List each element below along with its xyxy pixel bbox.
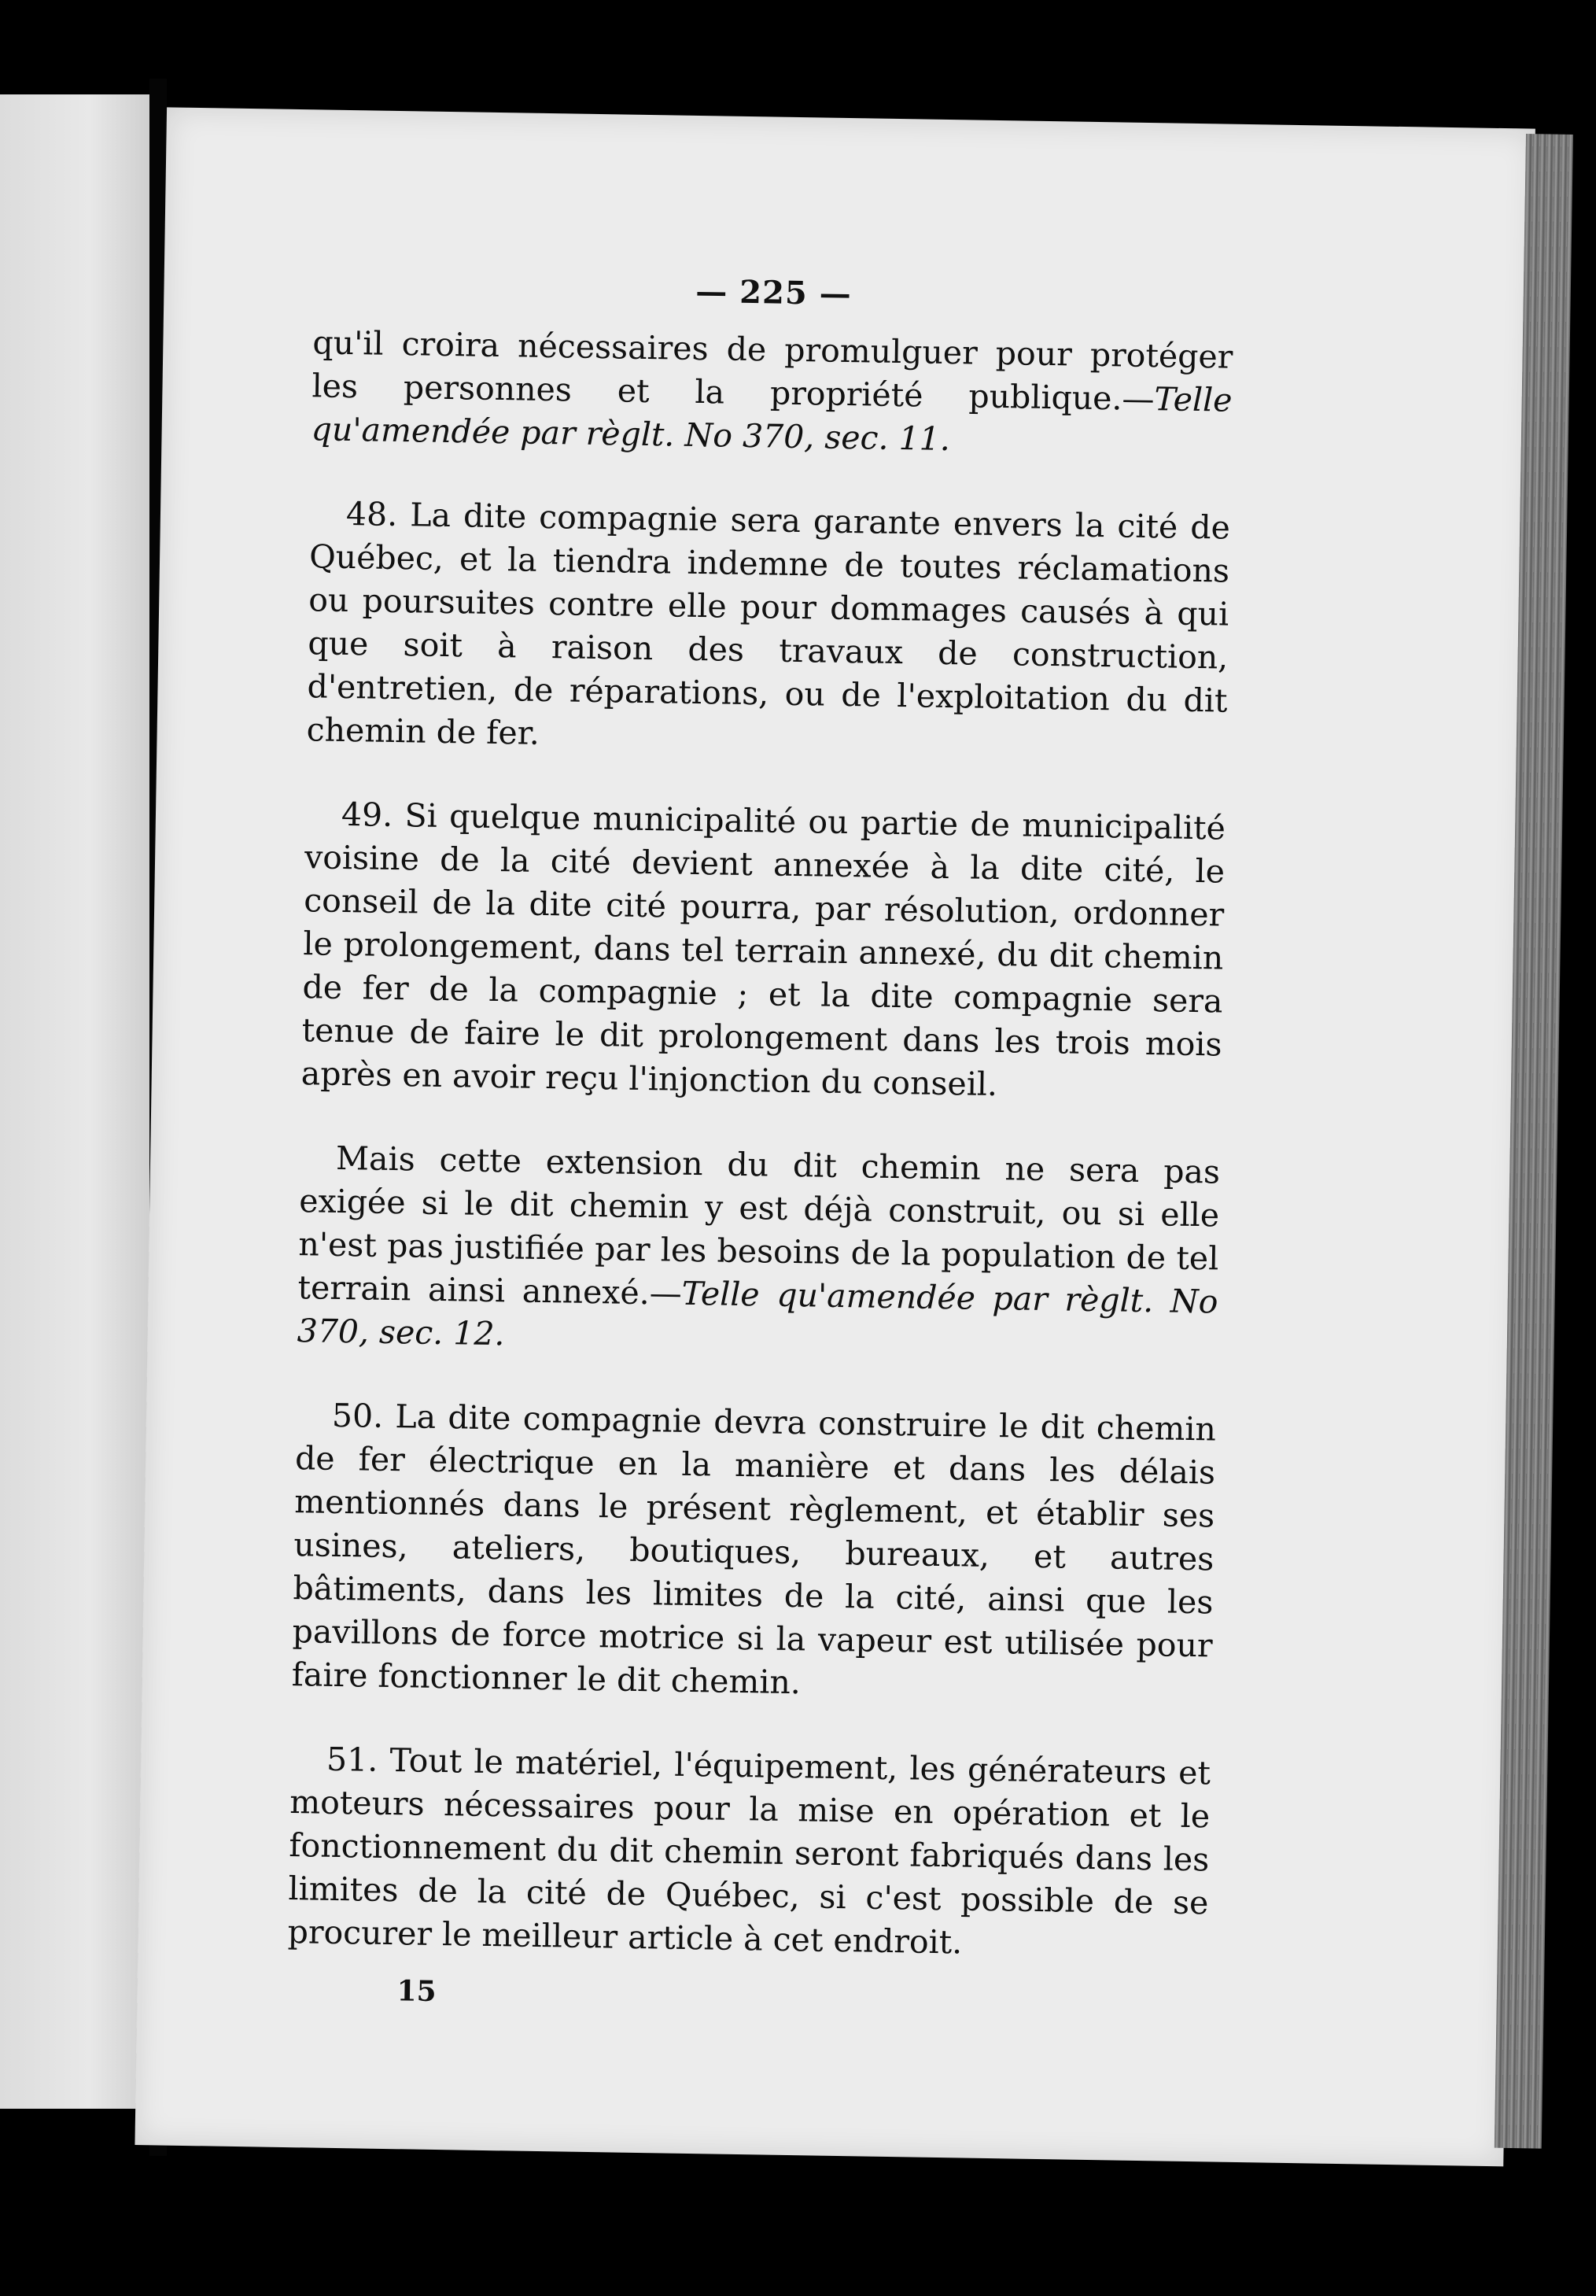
- paragraph-text: 49. Si quelque municipalité ou partie de municipalité voisine de la cité devient annexée à la dite cité, le conseil de la dite cité pourra, par résolution, ordonner le prolongement, dans tel terrain annexé, du dit chemin de fer de la compagnie ; et la dite compagnie sera tenue de faire le dit prolongement dans les trois mois après en avoir reçu l'injonction du conseil.: [300, 795, 1226, 1104]
- paragraph-text: qu'il croira nécessaires de promulguer pour protéger les personnes et la propriété publique.—: [311, 323, 1233, 419]
- paragraph-text: 50. La dite compagnie devra construire le dit chemin de fer électrique en la manière et dans les délais mentionnés dans le présent règlement, et établir ses usines, ateliers, boutiques, bureaux, et autres bâtiments, dans les limites de la cité, ainsi que les pavillons de force motrice si la vapeur est utilisée pour faire fonctionner le dit chemin.: [291, 1396, 1217, 1702]
- page-content: [286, 267, 1234, 2020]
- page-number: — 225 —: [695, 272, 853, 313]
- printer-signature-mark: 15: [396, 1974, 437, 2009]
- paragraph-section-49-continued: [297, 1136, 1220, 1367]
- amendment-note: Telle qu'amendée par règlt. No 370, sec. 11.: [311, 380, 1233, 459]
- paragraph-section-51: [287, 1737, 1211, 1968]
- book-page: [135, 107, 1535, 2166]
- amendment-note: Telle qu'amendée par règlt. No 370, sec. 12.: [297, 1274, 1218, 1353]
- paragraph-section-49: [300, 792, 1226, 1109]
- paragraph-text: Mais cette extension du dit chemin ne sera pas exigée si le dit chemin y est déjà construit, ou si elle n'est pas justifiée par les besoins de la population de tel terrain ainsi annexé.—: [297, 1139, 1221, 1312]
- paragraph-section-48: [306, 492, 1230, 766]
- paragraph-continuation: [311, 321, 1233, 465]
- paragraph-section-50: [291, 1393, 1216, 1711]
- paragraph-text: 48. La dite compagnie sera garante envers la cité de Québec, et la tiendra indemne de toutes réclamations ou poursuites contre elle pour dommages causés à qui que soit à raison des travaux de construction, d'entretien, de réparations, ou de l'exploitation du dit chemin de fer.: [306, 494, 1231, 752]
- left-page-edge: [0, 94, 149, 2109]
- paragraph-text: 51. Tout le matériel, l'équipement, les générateurs et moteurs nécessaires pour la mise en opération et le fonctionnement du dit chemin seront fabriqués dans les limites de la cité de Québec, si c'est possible de se procurer le meilleur article à cet endroit.: [287, 1740, 1211, 1962]
